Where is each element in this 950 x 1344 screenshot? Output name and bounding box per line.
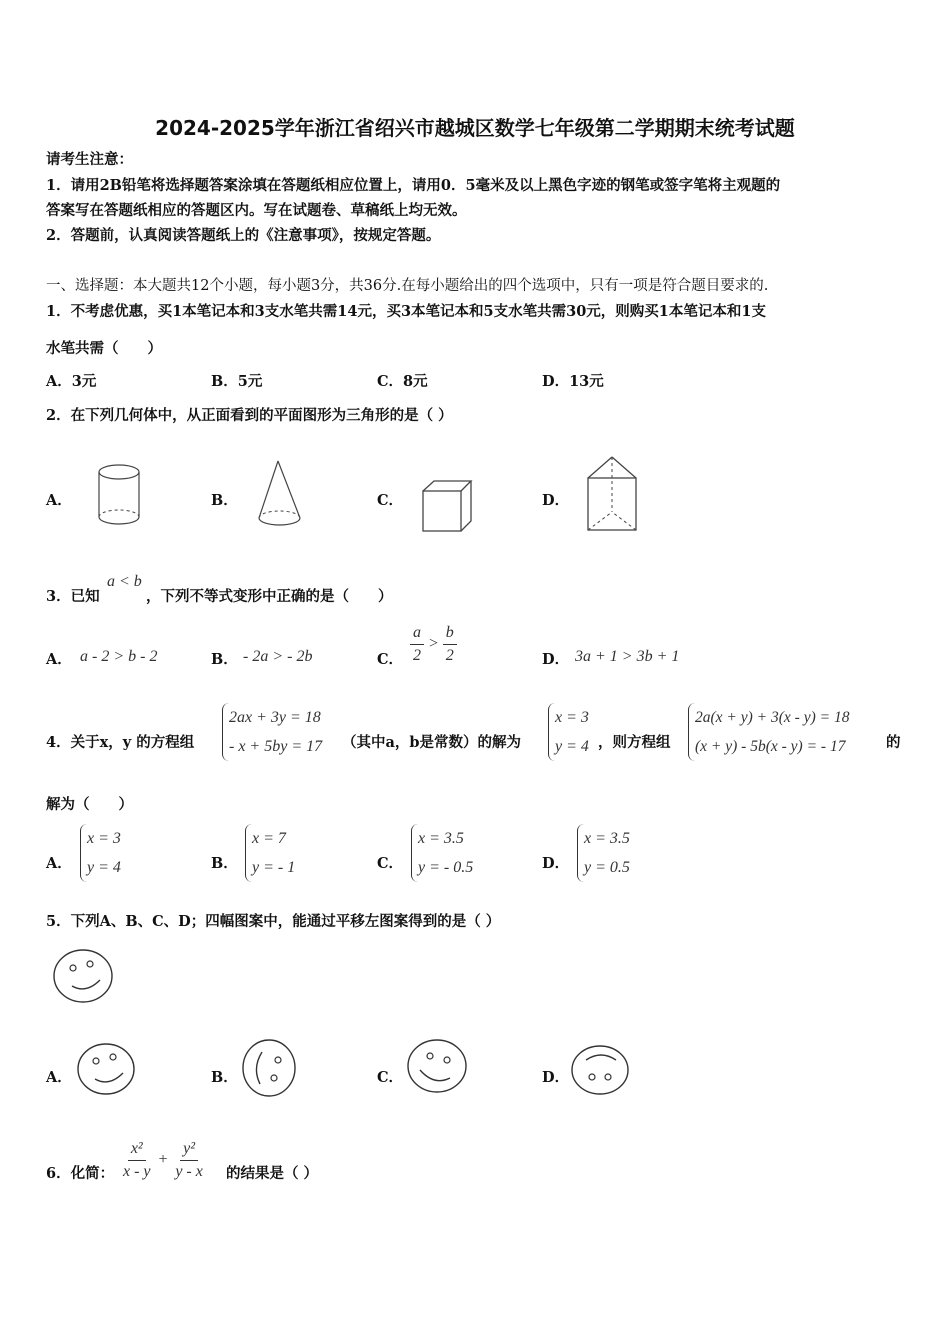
q4-stem-cont: 解为（ ） xyxy=(46,796,133,813)
q4-option-b-system xyxy=(245,824,295,882)
q3-option-a: A． xyxy=(46,651,72,668)
q6-den2: y - x xyxy=(175,1163,203,1180)
q4-a-y: y = 4 xyxy=(87,859,121,876)
q2-stem: 2．在下列几何体中，从正面看到的平面图形为三角形的是（ ） xyxy=(46,407,453,424)
smiley-reference-figure xyxy=(52,948,116,1006)
notice-line-1b: 答案写在答题纸相应的答题区内。写在试题卷、草稿纸上均无效。 xyxy=(46,202,467,219)
q4-option-a: A． xyxy=(46,855,72,872)
q4-system-2-eq1: 2a(x + y) + 3(x - y) = 18 xyxy=(695,709,850,726)
q3-prefix: 3．已知 xyxy=(46,588,100,605)
q4-system-1-eq2: - x + 5by = 17 xyxy=(229,738,323,755)
section-heading: 一、选择题：本大题共12个小题，每小题3分，共36分.在每小题给出的四个选项中，只有一项是符合题目要求的. xyxy=(46,278,769,294)
q1-option-c: C．8元 xyxy=(377,373,428,390)
q2-option-c: C． xyxy=(377,492,404,509)
q4-option-c: C． xyxy=(377,855,404,872)
q3-option-c-expr xyxy=(410,622,457,667)
q6-den1: x - y xyxy=(123,1163,151,1180)
triangular-prism-figure xyxy=(585,454,640,536)
q6-prefix: 6．化简： xyxy=(46,1165,115,1182)
q3-option-c: C． xyxy=(377,651,404,668)
q4-solution xyxy=(548,703,589,761)
q4-system-2 xyxy=(688,703,849,761)
page-title: 2024-2025学年浙江省绍兴市越城区数学七年级第二学期期末统考试题 xyxy=(155,116,795,140)
q1-option-a: A．3元 xyxy=(46,373,97,390)
q4-c-y: y = - 0.5 xyxy=(418,859,474,876)
q3-option-d-expr: 3a + 1 > 3b + 1 xyxy=(575,648,680,665)
q3-option-b: B． xyxy=(211,651,238,668)
notice-heading: 请考生注意： xyxy=(46,151,133,168)
cube-figure xyxy=(420,478,475,536)
q3-option-d: D． xyxy=(542,651,570,668)
q5-option-b: B． xyxy=(211,1069,238,1086)
q6-num2: y² xyxy=(180,1138,198,1161)
q4-solution-x: x = 3 xyxy=(555,709,589,726)
q4-a-x: x = 3 xyxy=(87,830,121,847)
q5-option-d: D． xyxy=(542,1069,570,1086)
q5-option-c: C． xyxy=(377,1069,404,1086)
q3-option-b-expr: - 2a > - 2b xyxy=(243,648,313,665)
q4-system-2-eq2: (x + y) - 5b(x - y) = - 17 xyxy=(695,738,846,755)
cylinder-figure xyxy=(96,462,146,532)
q4-c-x: x = 3.5 xyxy=(418,830,464,847)
q4-prefix: 4．关于x，y 的方程组 xyxy=(46,734,195,751)
q4-option-a-system xyxy=(80,824,121,882)
q4-b-y: y = - 1 xyxy=(252,859,296,876)
cone-figure xyxy=(256,458,306,533)
notice-line-2: 2．答题前，认真阅读答题纸上的《注意事项》，按规定答题。 xyxy=(46,227,441,244)
q3-c-den2: 2 xyxy=(445,647,454,664)
q4-b-x: x = 7 xyxy=(252,830,286,847)
q3-c-num2: b xyxy=(443,622,457,645)
q4-suffix: 的 xyxy=(886,734,901,751)
smiley-option-c-figure xyxy=(406,1038,470,1096)
q4-option-d-system xyxy=(577,824,630,882)
q4-option-c-system xyxy=(411,824,473,882)
q3-option-a-expr: a - 2 > b - 2 xyxy=(80,648,158,665)
q5-option-a: A． xyxy=(46,1069,72,1086)
q3-c-op: > xyxy=(428,635,439,653)
smiley-option-a-figure xyxy=(76,1042,138,1098)
q2-option-b: B． xyxy=(211,492,238,509)
q4-mid-1: （其中a，b是常数）的解为 xyxy=(342,734,522,751)
smiley-option-d-figure xyxy=(570,1044,634,1098)
q6-expression xyxy=(120,1138,206,1183)
q6-suffix: 的结果是（ ） xyxy=(226,1165,319,1182)
q4-mid-2: ，则方程组 xyxy=(598,734,671,751)
q4-system-1-eq1: 2ax + 3y = 18 xyxy=(229,709,321,726)
q3-suffix: ，下列不等式变形中正确的是（ ） xyxy=(146,588,393,605)
q4-system-1 xyxy=(222,703,322,761)
notice-line-1: 1．请用2B铅笔将选择题答案涂填在答题纸相应位置上，请用0．5毫米及以上黑色字迹的钢笔或签字笔将主观题的 xyxy=(46,177,781,194)
q4-d-x: x = 3.5 xyxy=(584,830,630,847)
q1-option-d: D．13元 xyxy=(542,373,604,390)
q1-option-b: B．5元 xyxy=(211,373,263,390)
q4-d-y: y = 0.5 xyxy=(584,859,630,876)
smiley-option-b-figure xyxy=(240,1038,300,1100)
q6-num1: x² xyxy=(128,1138,146,1161)
q3-condition: a < b xyxy=(107,573,142,590)
q4-option-d: D． xyxy=(542,855,570,872)
q3-c-den1: 2 xyxy=(413,647,421,664)
q2-option-d: D． xyxy=(542,492,570,509)
q4-option-b: B． xyxy=(211,855,238,872)
q3-c-num1: a xyxy=(410,622,424,645)
q1-stem-cont: 水笔共需（ ） xyxy=(46,340,162,357)
q2-option-a: A． xyxy=(46,492,72,509)
q5-stem: 5．下列A、B、C、D；四幅图案中，能通过平移左图案得到的是（ ） xyxy=(46,913,501,930)
q6-op: + xyxy=(157,1151,169,1169)
q1-stem: 1．不考虑优惠，买1本笔记本和3支水笔共需14元，买3本笔记本和5支水笔共需30元，则购买1本笔记本和1支 xyxy=(46,303,766,320)
q4-solution-y: y = 4 xyxy=(555,738,589,755)
